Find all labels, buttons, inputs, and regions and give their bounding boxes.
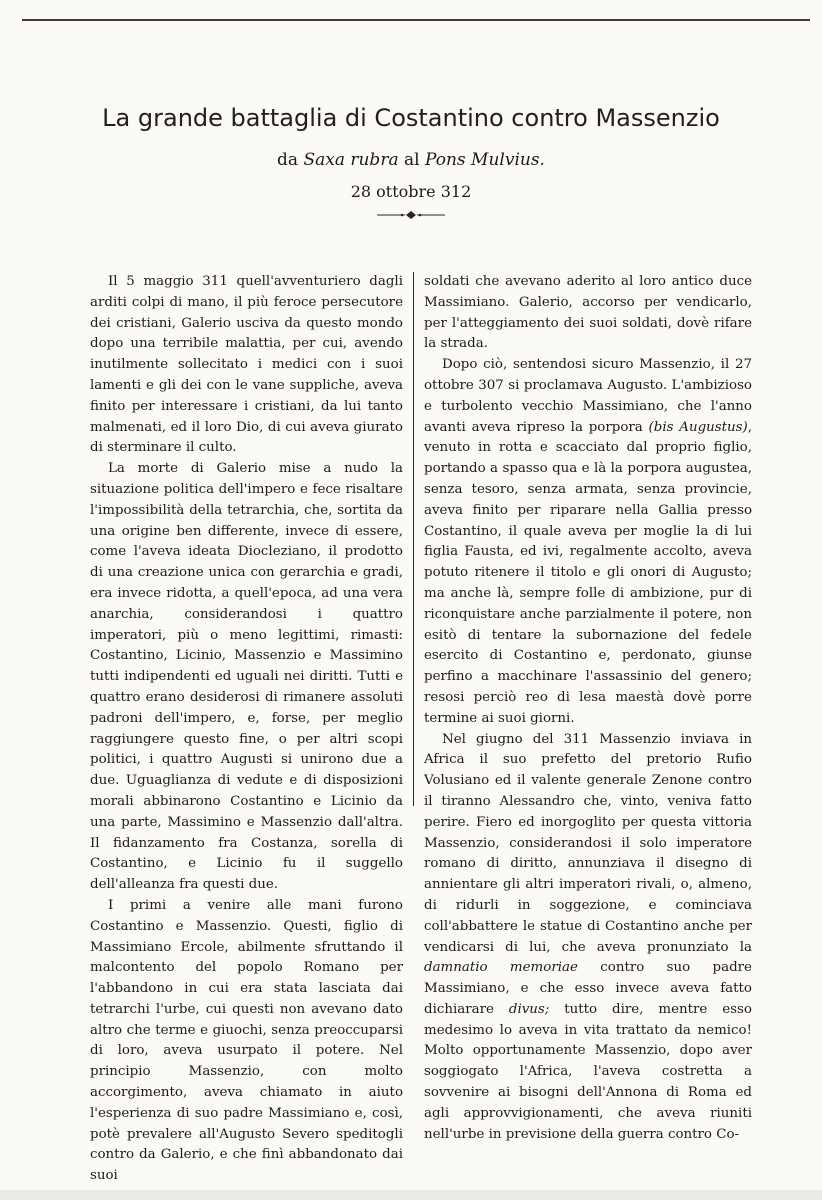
text-italic: damnatio memoriae bbox=[424, 960, 578, 976]
column-divider bbox=[413, 272, 414, 806]
top-rule bbox=[22, 19, 810, 21]
text-run: Nel giugno del 311 Massenzio inviava in Africa il suo prefetto del pretorio Rufio Volusiano ed il valente generale Zenone contro il tiranno Alessandro che, vinto, veniva fatto perire. Fiero ed inorgoglito per questa vittoria Massenzio, considerandosi il solo imperatore romano di diritto, annunziava il disegno di annientare gli altri imperatori rivali, o, almeno, di ridurli in soggezione, e cominciava coll'abbattere le statue di Costantino anche per vendicarsi di lui, che aveva pronunziato la bbox=[424, 731, 752, 955]
paragraph bbox=[424, 355, 752, 729]
paragraph: Il 5 maggio 311 quell'avventuriero dagli arditi colpi di mano, il più feroce persecutore dei cristiani, Galerio usciva da questo mondo dopo una terribile malattia, per cui, avendo inutilmente sollecitato i medici con i suoi lamenti e gli dei con le vane suppliche, aveva finito per interessare i cristiani, da lui tanto malmenati, ed il loro Dio, di cui aveva giurato di sterminare il culto. bbox=[90, 274, 403, 456]
subtitle-prefix: da bbox=[277, 150, 304, 170]
page-bottom-edge bbox=[0, 1190, 822, 1200]
text-run: tutto dire, mentre esso medesimo lo aveva in vita trattato da nemico! Molto opportunamente Massenzio, dopo aver soggiogato l'Africa, l'aveva costretta a sovvenire ai bisogni dell'Annona di Roma ed agli approvvigionamenti, che aveva riuniti nell'urbe in previsione della guerra contro Co- bbox=[424, 1001, 752, 1142]
page-title: La grande battaglia di Costantino contro Massenzio bbox=[102, 104, 720, 132]
text-run: Dopo ciò, sentendosi sicuro Massenzio, il 27 ottobre 307 si proclamava Augusto. L'ambizioso e turbolento vecchio Massimiano, che l'anno avanti aveva ripreso la porpora bbox=[424, 357, 752, 435]
paragraph: soldati che avevano aderito al loro antico duce Massimiano. Galerio, accorso per vendicarlo, per l'atteggiamento dei suoi soldati, dovè rifare la strada. bbox=[424, 274, 752, 352]
text-italic: (bis Augustus) bbox=[648, 419, 748, 435]
subtitle-middle: al bbox=[398, 150, 425, 170]
paragraph: La morte di Galerio mise a nudo la situazione politica dell'impero e fece risaltare l'impossibilità della tetrarchia, che, sortita da una origine ben differente, invece di essere, come l'aveva ideata Diocleziano, il prodotto di una creazione unica con gerarchia e gradi, era invece ridotta, a quell'epoca, ad una vera anarchia, considerandosi i quattro imperatori, più o meno legittimi, rimasti: Costantino, Licinio, Massenzio e Massimino tutti indipendenti ed uguali nei diritti. Tutti e quattro erano desiderosi di rimanere assoluti padroni dell'impero, e, forse, per meglio raggiungere questo fine, o per altri scopi politici, i quattro Augusti si unirono due a due. Uguaglianza di vedute e di disposizioni morali abbinarono Costantino e Licinio da una parte, Massimino e Massenzio dall'altra. Il fidanzamento fra Costanza, sorella di Costantino, e Licinio fu il suggello dell'alleanza fra questi due. bbox=[90, 461, 403, 893]
page-subtitle bbox=[0, 150, 822, 170]
text-run: contro suo padre Massimiano, e che esso invece aveva fatto dichiarare bbox=[424, 960, 752, 1017]
text-run: , venuto in rotta e scacciato dal proprio figlio, portando a spasso qua e là la porpora augustea, senza tesoro, senza armata, senza provincie, aveva finito per riparare nella Gallia presso Costantino, il quale aveva per moglie la di lui figlia Fausta, ed ivi, regalmente accolto, aveva potuto ritenere il titolo e gli onori di Augusto; ma anche là, sempre folle di ambizione, pur di riconquistare anche parzialmente il potere, non esitò di tentare la subornazione del fedele esercito di Costantino e, perdonato, giunse perfino a macchinare l'assassinio del genero; resosi perciò reo di lesa maestà dovè porre termine ai suoi giorni. bbox=[424, 419, 752, 726]
right-column bbox=[424, 272, 752, 1145]
subtitle-place-1: Saxa rubra bbox=[303, 150, 399, 170]
page-date: 28 ottobre 312 bbox=[350, 182, 472, 201]
left-column bbox=[90, 272, 403, 1187]
paragraph bbox=[424, 730, 752, 1146]
text-italic: divus; bbox=[508, 1001, 550, 1017]
ornament-divider bbox=[377, 209, 445, 221]
subtitle-place-2: Pons Mulvius. bbox=[424, 150, 545, 170]
paragraph: I primi a venire alle mani furono Costantino e Massenzio. Questi, figlio di Massimiano Ercole, abilmente sfruttando il malcontento del popolo Romano per l'abbandono in cui era stata lasciata dai tetrarchi l'urbe, cui questi non avevano dato altro che terme e giuochi, senza preoccuparsi di loro, aveva usurpato il potere. Nel principio Massenzio, con molto accorgimento, aveva chiamato in aiuto l'esperienza di suo padre Massimiano e, così, potè prevalere all'Augusto Severo speditogli contro da Galerio, e che finì abbandonato dai suoi bbox=[90, 897, 403, 1184]
